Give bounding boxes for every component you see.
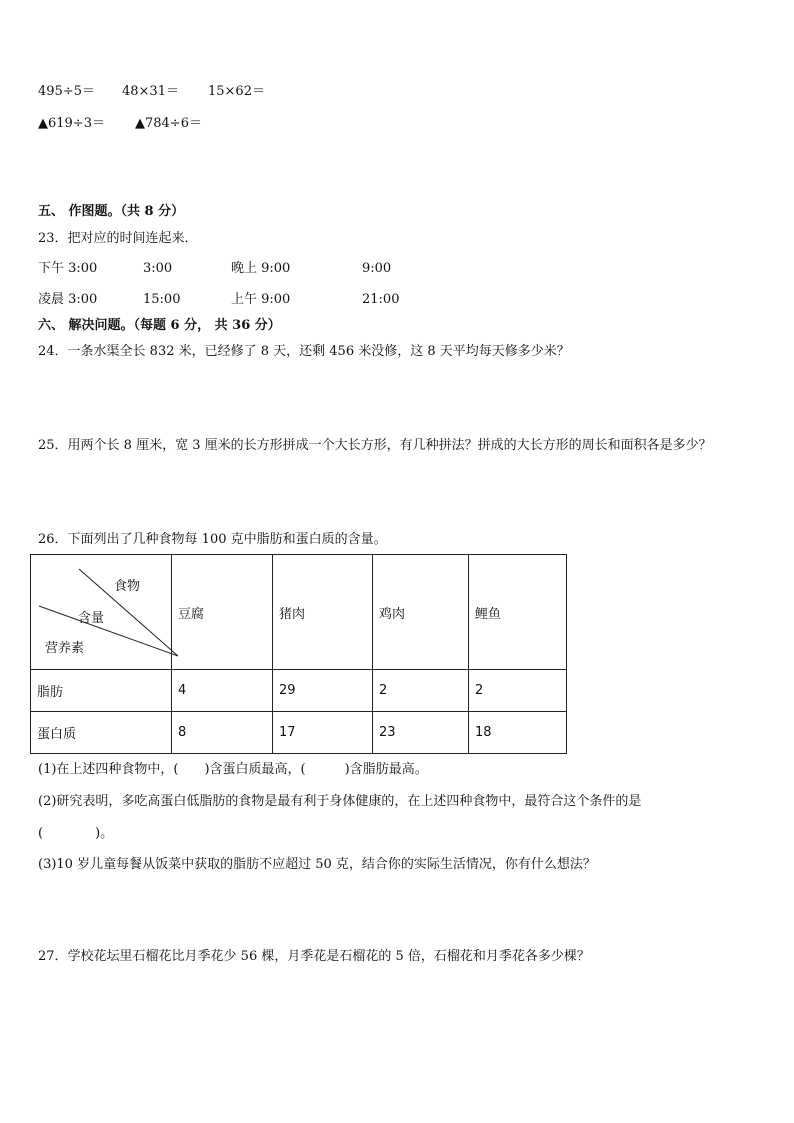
row-label: 脂肪 bbox=[31, 670, 172, 712]
time-mid-2: 15:00 bbox=[143, 292, 181, 307]
question-26-1: (1)在上述四种食物中，( )含蛋白质最高，( )含脂肪最高。 bbox=[38, 762, 428, 777]
food-header: 猪肉 bbox=[273, 555, 373, 670]
section5-title: 五、 作图题。（共 8 分） bbox=[38, 204, 185, 219]
time-far-2: 21:00 bbox=[362, 292, 400, 307]
diag-label-food: 食物 bbox=[114, 579, 141, 594]
diag-label-content: 含量 bbox=[78, 611, 105, 626]
question-23: 23．把对应的时间连起来． bbox=[38, 231, 198, 246]
row-label: 蛋白质 bbox=[31, 712, 172, 754]
question-26-2: (2)研究表明，多吃高蛋白低脂肪的食物是最有利于身体健康的，在上述四种食物中，最符合这个条件的是 bbox=[38, 794, 642, 809]
question-26: 26．下面列出了几种食物每 100 克中脂肪和蛋白质的含量。 bbox=[38, 532, 387, 547]
time-far-1: 9:00 bbox=[362, 261, 392, 276]
section6-title: 六、 解决问题。（每题 6 分， 共 36 分） bbox=[38, 318, 281, 333]
table-cell: 2 bbox=[469, 670, 567, 712]
question-26-2-blank: ( )。 bbox=[38, 826, 114, 841]
time-left-1: 下午 3:00 bbox=[38, 261, 98, 276]
table-cell: 17 bbox=[273, 712, 373, 754]
question-24: 24．一条水渠全长 832 米，已经修了 8 天，还剩 456 米没修，这 8 天平均每天修多少米？ bbox=[38, 344, 570, 359]
question-26-3: (3)10 岁儿童每餐从饭菜中获取的脂肪不应超过 50 克，结合你的实际生活情况，你有什么想法？ bbox=[38, 857, 596, 872]
food-header: 鲤鱼 bbox=[469, 555, 567, 670]
food-header: 鸡肉 bbox=[373, 555, 469, 670]
table-cell: 29 bbox=[273, 670, 373, 712]
nutrition-table bbox=[30, 554, 567, 754]
calc-item-3: 15×62＝ bbox=[208, 84, 265, 99]
time-mid-1: 3:00 bbox=[143, 261, 173, 276]
table-cell: 4 bbox=[172, 670, 273, 712]
time-right-1: 晚上 9:00 bbox=[231, 261, 291, 276]
table-row bbox=[31, 712, 567, 754]
question-25: 25．用两个长 8 厘米，宽 3 厘米的长方形拼成一个大长方形，有几种拼法？拼成的大长方形的周长和面积各是多少？ bbox=[38, 438, 712, 453]
table-cell: 2 bbox=[373, 670, 469, 712]
food-header: 豆腐 bbox=[172, 555, 273, 670]
table-cell: 18 bbox=[469, 712, 567, 754]
question-27: 27．学校花坛里石榴花比月季花少 56 棵，月季花是石榴花的 5 倍，石榴花和月季花各多少棵？ bbox=[38, 949, 590, 964]
table-cell: 23 bbox=[373, 712, 469, 754]
calc-item-2: 48×31＝ bbox=[122, 84, 179, 99]
diagonal-header-cell bbox=[31, 555, 172, 670]
calc-item-4: ▲619÷3＝ bbox=[38, 116, 105, 131]
calc-item-1: 495÷5＝ bbox=[38, 84, 95, 99]
diag-label-nutrient: 营养素 bbox=[45, 641, 85, 656]
time-left-2: 凌晨 3:00 bbox=[38, 292, 98, 307]
calc-item-5: ▲784÷6＝ bbox=[135, 116, 202, 131]
time-right-2: 上午 9:00 bbox=[231, 292, 291, 307]
table-cell: 8 bbox=[172, 712, 273, 754]
table-row bbox=[31, 670, 567, 712]
